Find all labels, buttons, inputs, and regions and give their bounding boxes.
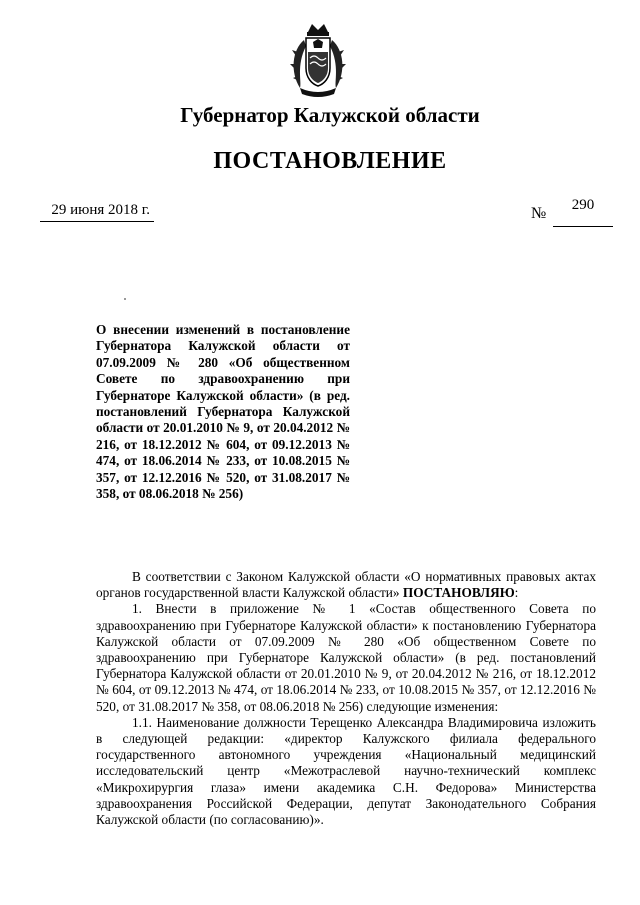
- item-1-paragraph: 1. Внести в приложение № 1 «Состав общественного Совета по здравоохранению при Губернаторе Калужской области» к постановлению Губернатора Калужской области от 07.09.2009 № 280 «Об общественном Совете по здравоохранению при Губернаторе Калужской области» (в ред. постановлений Губернатора Калужской области от 20.01.2010 № 9, от 20.04.2012 № 216, от 18.12.2012 № 604, от 09.12.2013 № 474, от 18.06.2014 № 233, от 10.08.2015 № 357, от 12.12.2016 № 520, от 31.08.2017 № 358, от 08.06.2018 № 256) следующие изменения:: [96, 601, 596, 714]
- document-body: [96, 569, 596, 828]
- document-title: О внесении изменений в постановление Губернатора Калужской области от 07.09.2009 № 280 «Об общественном Совете по здравоохранению при Губернаторе Калужской области» (в ред. постановлений Губернатора Калужской области от 20.01.2010 № 9, от 20.04.2012 № 216, от 18.12.2012 № 604, от 09.12.2013 № 474, от 18.06.2014 № 233, от 10.08.2015 № 357, от 12.12.2016 № 520, от 31.08.2017 № 358, от 08.06.2018 № 256): [96, 322, 350, 502]
- scan-speck: [124, 298, 126, 300]
- coat-of-arms-emblem: [286, 22, 350, 100]
- preamble-text: В соответствии с Законом Калужской области «О нормативных правовых актах органов государственной власти Калужской области»: [96, 569, 596, 601]
- issuing-authority: Губернатор Калужской области: [180, 103, 480, 127]
- document-type-heading: ПОСТАНОВЛЕНИЕ: [213, 148, 447, 174]
- item-1-1-paragraph: 1.1. Наименование должности Терещенко Александра Владимировича изложить в следующей редакции: «директор Калужского филиала федерального государственного автономного учреждения «Национальный медицинский исследовательский центр «Межотраслевой научно-технический комплекс «Микрохирургия глаза» имени академика С.Н. Федорова» Министерства здравоохранения Российской Федерации, депутат Законодательного Собрания Калужской области (по согласованию)».: [96, 714, 596, 828]
- document-number: 290: [553, 197, 613, 227]
- document-date: 29 июня 2018 г.: [40, 202, 154, 222]
- preamble-end: :: [514, 585, 519, 601]
- document-number-label: №: [531, 205, 547, 222]
- preamble-paragraph: [96, 569, 596, 601]
- decree-word: ПОСТАНОВЛЯЮ: [402, 585, 515, 601]
